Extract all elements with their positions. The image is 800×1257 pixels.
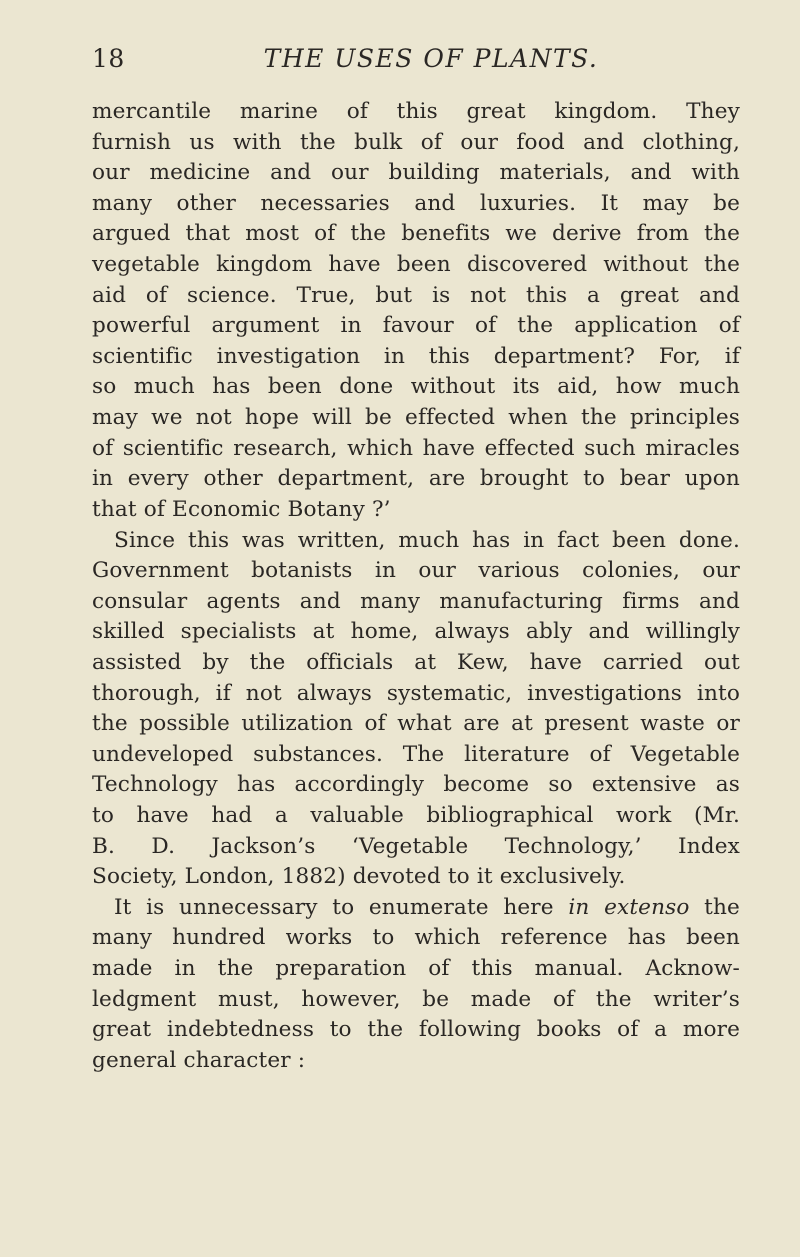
body-text [92,97,740,1077]
text-line: Government botanists in our various colonies, our [92,558,740,584]
text-line: general character : [92,1047,306,1073]
text-line: many hundred works to which reference has been [92,925,740,951]
text-line: great indebtedness to the following books of a more [92,1017,740,1043]
text-line: skilled specialists at home, always ably and willingly [92,619,740,645]
text-line: ledgment must, however, be made of the writer’s [92,986,740,1012]
text-line: undeveloped substances. The literature of Vegetable [92,741,740,767]
running-title: THE USES OF PLANTS. [263,44,599,73]
text-line: the possible utilization of what are at present waste or [92,711,740,737]
text-line: powerful argument in favour of the application of [92,313,740,339]
text-line: so much has been done without its aid, how much [92,374,740,400]
text-line: furnish us with the bulk of our food and clothing, [92,129,740,155]
text-line: aid of science. True, but is not this a great and [92,282,740,308]
text-line: to have had a valuable bibliographical work (Mr. [92,803,740,829]
text-line [92,893,740,924]
text-line: Technology has accordingly become so extensive as [92,772,740,798]
page-number: 18 [92,44,125,73]
text-line: vegetable kingdom have been discovered without the [92,252,740,278]
text-line: B. D. Jackson’s ‘Vegetable Technology,’ Index [92,833,740,859]
text-fragment: It is unnecessary to enumerate here [114,894,554,920]
text-line: may we not hope will be effected when the principles [92,405,740,431]
text-line: our medicine and our building materials, and with [92,160,740,186]
text-line: Since this was written, much has in fact been done. [114,527,740,553]
text-line: consular agents and many manufacturing firms and [92,588,740,614]
page-header [92,44,740,84]
text-line: thorough, if not always systematic, investigations into [92,680,740,706]
text-line: mercantile marine of this great kingdom. They [92,99,740,124]
text-line: made in the preparation of this manual. Acknow- [92,956,740,982]
italic-phrase: in extenso [568,894,690,920]
text-fragment: the [704,894,740,920]
text-line: many other necessaries and luxuries. It may be [92,190,740,216]
text-line: that of Economic Botany ?’ [92,496,391,522]
text-line: assisted by the officials at Kew, have carried out [92,649,740,675]
text-line: in every other department, are brought to bear upon [92,466,740,492]
text-line: Society, London, 1882) devoted to it exclusively. [92,864,626,890]
text-line: argued that most of the benefits we derive from the [92,221,740,247]
text-line: scientific investigation in this department? For, if [92,343,740,369]
text-line: of scientific research, which have effected such miracles [92,435,740,461]
